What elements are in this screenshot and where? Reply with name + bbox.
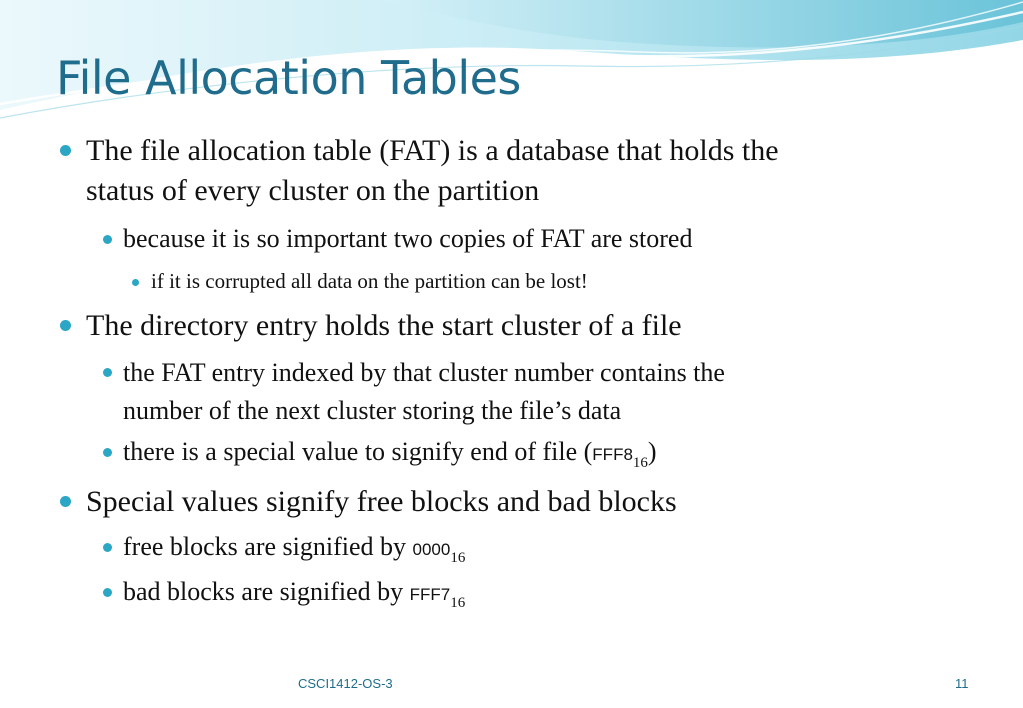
bullet-level1-continuation: status of every cluster on the partition xyxy=(86,174,540,207)
bullet-text: bad blocks are signified by xyxy=(123,577,410,606)
bullet-marker xyxy=(103,235,112,244)
bullet-level1: The directory entry holds the start cluster of a file xyxy=(86,309,682,342)
bullet-marker xyxy=(103,588,112,597)
bullet-level1: Special values signify free blocks and bad blocks xyxy=(86,485,677,518)
footer-course-label: CSCI1412-OS-3 xyxy=(298,676,393,691)
bullet-level2-bad xyxy=(123,573,465,615)
base-subscript: 16 xyxy=(450,550,466,566)
bullet-marker xyxy=(132,279,139,286)
bullet-level2-eof xyxy=(123,433,657,475)
bullet-marker xyxy=(60,496,71,507)
base-subscript: 16 xyxy=(632,455,648,471)
bullet-marker xyxy=(103,543,112,552)
base-subscript: 16 xyxy=(450,595,466,611)
bullet-level2: because it is so important two copies of FAT are stored xyxy=(123,224,693,253)
hex-value: 0000 xyxy=(412,540,451,559)
slide-title: File Allocation Tables xyxy=(56,51,521,105)
bullet-level2-continuation: number of the next cluster storing the file’s data xyxy=(123,396,622,425)
bullet-marker xyxy=(60,320,71,331)
bullet-marker xyxy=(103,448,112,457)
bullet-text: free blocks are signified by xyxy=(123,532,413,561)
bullet-level2: the FAT entry indexed by that cluster number contains the xyxy=(123,358,725,387)
bullet-marker xyxy=(103,368,112,377)
hex-value: FFF7 xyxy=(409,585,451,604)
footer-page-number: 11 xyxy=(955,676,969,691)
bullet-text: there is a special value to signify end of file ( xyxy=(123,437,593,466)
bullet-suffix: ) xyxy=(647,437,657,466)
hex-value: FFF8 xyxy=(592,445,633,464)
bullet-marker xyxy=(60,145,71,156)
bullet-level1: The file allocation table (FAT) is a database that holds the xyxy=(86,134,779,167)
bullet-level3: if it is corrupted all data on the partition can be lost! xyxy=(151,269,588,293)
bullet-level2-free xyxy=(123,528,465,570)
